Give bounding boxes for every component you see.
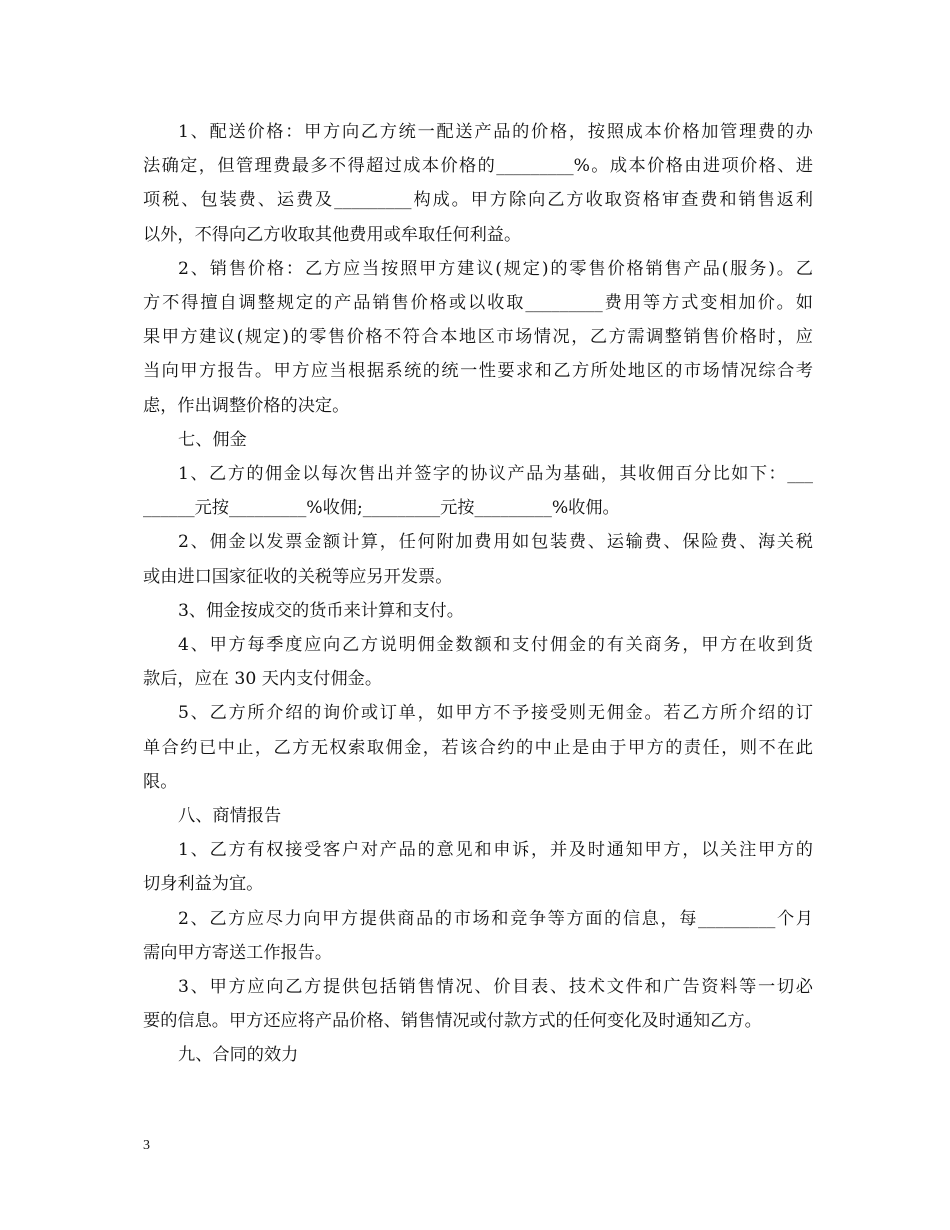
text-line: 方不得擅自调整规定的产品销售价格或以收取_________费用等方式变相加价。如 [143,293,813,314]
paragraph [143,594,813,628]
text-line: ______元按_________%收佣;_________元按_________%收佣。 [143,498,620,519]
text-line: 八、商情报告 [178,806,282,827]
paragraph [143,115,813,252]
text-line: 4、甲方每季度应向乙方说明佣金数额和支付佣金的有关商务，甲方在收到货 [178,635,813,656]
text-line: 2、佣金以发票金额计算，任何附加费用如包装费、运输费、保险费、海关税 [178,532,813,553]
text-line: 1、乙方有权接受客户对产品的意见和申诉，并及时通知甲方，以关注甲方的 [178,840,813,861]
text-line: 3、佣金按成交的货币来计算和支付。 [178,600,464,621]
paragraph [143,252,813,423]
text-line: 限。 [143,771,178,792]
text-line: 切身利益为宜。 [143,874,264,895]
text-line: 单合约已中止，乙方无权索取佣金，若该合约的中止是由于甲方的责任，则不在此 [143,737,813,758]
text-line: 2、乙方应尽力向甲方提供商品的市场和竞争等方面的信息，每_________个月 [178,908,813,929]
text-line: 1、配送价格：甲方向乙方统一配送产品的价格，按照成本价格加管理费的办 [178,122,813,142]
text-line: 以外，不得向乙方收取其他费用或牟取任何利益。 [143,224,522,245]
text-line: 虑，作出调整价格的决定。 [143,395,350,416]
text-line: 项税、包装费、运费及_________构成。甲方除向乙方收取资格审查费和销售返利 [143,190,813,211]
paragraph [143,833,813,901]
paragraph [143,628,813,696]
document-body [143,115,813,1073]
text-line: 要的信息。甲方还应将产品价格、销售情况或付款方式的任何变化及时通知乙方。 [143,1011,762,1032]
text-line: 3、甲方应向乙方提供包括销售情况、价目表、技术文件和广告资料等一切必 [178,977,813,998]
text-line: 2、销售价格：乙方应当按照甲方建议(规定)的零售价格销售产品(服务)。乙 [178,258,813,279]
paragraph [143,970,813,1038]
paragraph [143,799,813,833]
paragraph [143,457,813,525]
text-line: 需向甲方寄送工作报告。 [143,942,333,963]
text-line: 九、合同的效力 [178,1045,299,1066]
paragraph [143,1038,813,1072]
text-line: 1、乙方的佣金以每次售出并签字的协议产品为基础，其收佣百分比如下：___ [178,464,813,485]
paragraph [143,696,813,799]
text-line: 或由进口国家征收的关税等应另开发票。 [143,566,453,587]
text-line: 当向甲方报告。甲方应当根据系统的统一性要求和乙方所处地区的市场情况综合考 [143,361,813,382]
text-line: 七、佣金 [178,429,247,450]
text-line: 果甲方建议(规定)的零售价格不符合本地区市场情况，乙方需调整销售价格时，应 [143,327,813,348]
text-line: 5、乙方所介绍的询价或订单，如甲方不予接受则无佣金。若乙方所介绍的订 [178,703,813,724]
paragraph [143,902,813,970]
paragraph [143,525,813,593]
page-number: 3 [143,1138,150,1153]
text-line: 法确定，但管理费最多不得超过成本价格的_________%。成本价格由进项价格、进 [143,156,813,177]
paragraph [143,423,813,457]
text-line: 款后，应在 30 天内支付佣金。 [143,669,383,690]
